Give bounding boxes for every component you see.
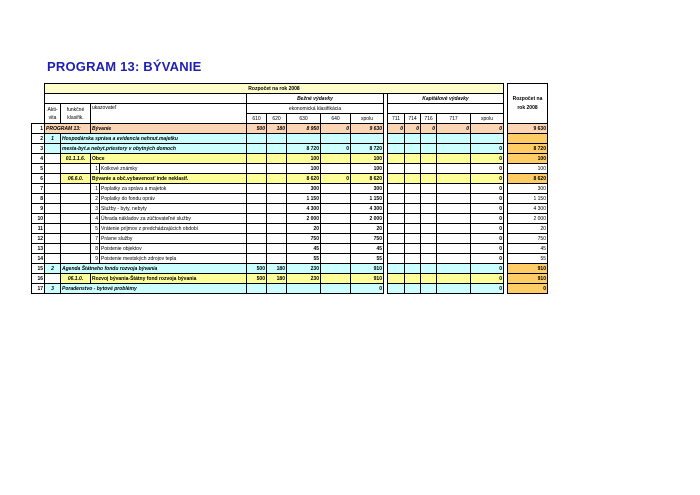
kapitalove-value [437, 154, 471, 164]
bezne-value [247, 144, 267, 154]
row-name: Rozvoj bývania-Štátny fond rozvoja bývania [91, 274, 247, 284]
kapitalove-value: 0 [471, 284, 504, 294]
table-row [32, 244, 548, 254]
kapitalove-value [437, 204, 471, 214]
row-name: mesta-byt.a nebyt.priestory v obytných domoch [61, 144, 247, 154]
row-name: Poistenie mestských zdrojov tepla [100, 254, 247, 264]
kapitalove-value [405, 134, 421, 144]
rozpocet-value: 9 630 [508, 124, 548, 134]
table-row [32, 224, 548, 234]
item-number: 7 [91, 234, 100, 244]
kapitalove-value: 0 [471, 184, 504, 194]
kapitalove-value [388, 264, 405, 274]
kapitalove-value [388, 214, 405, 224]
kapitalove-value [437, 254, 471, 264]
row-name: Poistenie objektov [100, 244, 247, 254]
bezne-value [351, 134, 384, 144]
bezne-value: 2 000 [287, 214, 321, 224]
row-number: 17 [32, 284, 45, 294]
kapitalove-value [421, 204, 437, 214]
bezne-value [267, 194, 287, 204]
item-number: 5 [91, 224, 100, 234]
bezne-value: 55 [351, 254, 384, 264]
kapitalove-value [405, 254, 421, 264]
table-row [32, 264, 548, 274]
kapitalove-value [388, 254, 405, 264]
table-row [32, 154, 548, 164]
row-number: 14 [32, 254, 45, 264]
bezne-value [247, 234, 267, 244]
bezne-value: 0 [321, 174, 351, 184]
activity-cell [45, 244, 61, 254]
bezne-value [247, 184, 267, 194]
bezne-value: 750 [287, 234, 321, 244]
kapitalove-value: 0 [471, 124, 504, 134]
rozpocet-value: 300 [508, 184, 548, 194]
kapitalove-value [405, 174, 421, 184]
bezne-value: 300 [351, 184, 384, 194]
rozpocet-value: 2 000 [508, 214, 548, 224]
activity-cell [45, 194, 61, 204]
activity-cell [45, 214, 61, 224]
kapitalove-value [388, 234, 405, 244]
kapitalove-value [421, 194, 437, 204]
table-row [32, 124, 548, 134]
kapitalove-value [437, 194, 471, 204]
bezne-value [321, 284, 351, 294]
kapitalove-value [421, 154, 437, 164]
bezne-value: 4 300 [287, 204, 321, 214]
table-row [32, 164, 548, 174]
bezne-value: 100 [351, 164, 384, 174]
kapitalove-value [405, 234, 421, 244]
bezne-value: 100 [287, 154, 321, 164]
bezne-value [267, 144, 287, 154]
kapitalove-value [405, 194, 421, 204]
bezne-value: 2 000 [351, 214, 384, 224]
kapitalove-value: 0 [471, 174, 504, 184]
bezne-value [267, 174, 287, 184]
kapitalove-value [437, 184, 471, 194]
bezne-value [247, 194, 267, 204]
kapitalove-value [437, 224, 471, 234]
col-610: 610 [247, 114, 267, 124]
bezne-value [247, 214, 267, 224]
activity-cell [45, 234, 61, 244]
funkcne-header: funkčné klasifik. [61, 104, 91, 124]
col-kap-spolu: spolu [471, 114, 504, 124]
row-name: Obce [91, 154, 247, 164]
table-row [32, 284, 548, 294]
aktivita-header: Akti- vita [45, 104, 61, 124]
col-716: 716 [421, 114, 437, 124]
bezne-value: 500 [247, 124, 267, 134]
bezne-value [321, 244, 351, 254]
table-row [32, 134, 548, 144]
rozpocet-value [508, 134, 548, 144]
row-number: 10 [32, 214, 45, 224]
kapitalove-vydavky-header: Kapitálové výdavky [388, 94, 504, 104]
row-number: 11 [32, 224, 45, 234]
kapitalove-value: 0 [405, 124, 421, 134]
kapitalove-value: 0 [471, 254, 504, 264]
row-number: 9 [32, 204, 45, 214]
row-number: 5 [32, 164, 45, 174]
table-row [32, 174, 548, 184]
row-name: Agenda Štátneho fondu rozvoja bývania [61, 264, 247, 274]
item-number: 9 [91, 254, 100, 264]
kapitalove-value [405, 164, 421, 174]
bezne-value: 0 [321, 144, 351, 154]
bezne-value [267, 224, 287, 234]
rozpocet-value: 910 [508, 264, 548, 274]
activity-number: 2 [45, 264, 61, 274]
activity-cell [45, 164, 61, 174]
kapitalove-value [437, 264, 471, 274]
activity-cell [45, 274, 61, 284]
bezne-value: 180 [267, 274, 287, 284]
row-number: 15 [32, 264, 45, 274]
function-cell [61, 224, 91, 234]
bezne-value: 4 300 [351, 204, 384, 214]
bezne-value: 1 150 [287, 194, 321, 204]
table-row [32, 254, 548, 264]
bezne-value [267, 254, 287, 264]
bezne-value: 45 [287, 244, 321, 254]
kapitalove-value: 0 [437, 124, 471, 134]
kapitalove-value: 0 [471, 164, 504, 174]
kapitalove-value [405, 184, 421, 194]
kapitalove-value [421, 264, 437, 274]
activity-cell [45, 254, 61, 264]
bezne-value [321, 134, 351, 144]
bezne-vydavky-header: Bežné výdavky [247, 94, 384, 104]
row-number: 12 [32, 234, 45, 244]
function-cell [61, 254, 91, 264]
col-711: 711 [388, 114, 405, 124]
kapitalove-value [388, 174, 405, 184]
bezne-value: 8 720 [351, 144, 384, 154]
rozpocet-value: 100 [508, 164, 548, 174]
item-number: 2 [91, 194, 100, 204]
bezne-value: 180 [267, 264, 287, 274]
bezne-value [321, 164, 351, 174]
kapitalove-value [405, 204, 421, 214]
row-name: Právne služby [100, 234, 247, 244]
bezne-value [321, 154, 351, 164]
function-code: 06.1.0. [61, 274, 91, 284]
bezne-value: 9 630 [351, 124, 384, 134]
bezne-value [267, 204, 287, 214]
function-cell [61, 184, 91, 194]
bezne-value [247, 174, 267, 184]
function-code: 06.6.0. [61, 174, 91, 184]
activity-cell [45, 224, 61, 234]
kapitalove-value [388, 154, 405, 164]
row-name: Bývanie [91, 124, 247, 134]
kapitalove-value [421, 184, 437, 194]
ukazovatel-header: ukazovateľ [91, 104, 247, 124]
row-name: Služby - byty, nebyty [100, 204, 247, 214]
activity-cell [45, 204, 61, 214]
table-row [32, 194, 548, 204]
bezne-value [267, 214, 287, 224]
bezne-value: 500 [247, 264, 267, 274]
rozpocet-value: 45 [508, 244, 548, 254]
bezne-value: 100 [287, 164, 321, 174]
col-640: 640 [321, 114, 351, 124]
function-cell [61, 214, 91, 224]
kapitalove-value: 0 [471, 214, 504, 224]
rozpocet-title: Rozpočet na rok 2008 [45, 84, 504, 94]
bezne-value [247, 164, 267, 174]
budget-table [31, 83, 548, 294]
rozpocet-value: 100 [508, 154, 548, 164]
row-name: Kolkové známky [100, 164, 247, 174]
kapitalove-value [388, 274, 405, 284]
bezne-value: 20 [351, 224, 384, 234]
bezne-value [267, 244, 287, 254]
row-name: Hospodárska správa a evidencia nehnut.majetku [61, 134, 247, 144]
table-row [32, 184, 548, 194]
kapitalove-value [471, 134, 504, 144]
row-name: Vrátenie príjmov z predchádzajúcich období [100, 224, 247, 234]
rozpocet-value: 750 [508, 234, 548, 244]
kapitalove-value [405, 224, 421, 234]
item-number: 3 [91, 204, 100, 214]
page-title: PROGRAM 13: BÝVANIE [47, 59, 202, 74]
kapitalove-value [388, 224, 405, 234]
table-row [32, 204, 548, 214]
kapitalove-value [421, 284, 437, 294]
kapitalove-value [421, 224, 437, 234]
kapitalove-value [437, 244, 471, 254]
kapitalove-value [437, 144, 471, 154]
bezne-value [321, 194, 351, 204]
function-cell [61, 164, 91, 174]
bezne-value [267, 284, 287, 294]
function-cell [61, 194, 91, 204]
rozpocet-value: 4 300 [508, 204, 548, 214]
rozpocet-value: 1 150 [508, 194, 548, 204]
kapitalove-value [437, 174, 471, 184]
bezne-value: 0 [321, 124, 351, 134]
rozpocet-column-header: Rozpočet na rok 2008 [508, 84, 548, 124]
bezne-value [247, 134, 267, 144]
kapitalove-value: 0 [471, 144, 504, 154]
kapitalove-value [421, 144, 437, 154]
kapitalove-value [388, 184, 405, 194]
col-620: 620 [267, 114, 287, 124]
kapitalove-value [405, 244, 421, 254]
kapitalove-value [437, 164, 471, 174]
col-bezne-spolu: spolu [351, 114, 384, 124]
rozpocet-value: 8 620 [508, 174, 548, 184]
table-row [32, 274, 548, 284]
row-name: Poplatky do fondu opráv [100, 194, 247, 204]
bezne-value: 8 620 [351, 174, 384, 184]
row-number: 13 [32, 244, 45, 254]
kapitalove-value [405, 274, 421, 284]
bezne-value [267, 164, 287, 174]
ekonomicka-header: ekonomická klasifikácia [247, 104, 384, 114]
kapitalove-value: 0 [471, 194, 504, 204]
kapitalove-value [405, 264, 421, 274]
kapitalove-value [405, 154, 421, 164]
bezne-value [287, 284, 321, 294]
table-row [32, 214, 548, 224]
bezne-value: 230 [287, 274, 321, 284]
row-number: 6 [32, 174, 45, 184]
rozpocet-value: 0 [508, 284, 548, 294]
row-number: 7 [32, 184, 45, 194]
row-number: 2 [32, 134, 45, 144]
table-row [32, 234, 548, 244]
function-cell [61, 234, 91, 244]
kapitalove-value [388, 134, 405, 144]
bezne-value [247, 284, 267, 294]
bezne-value: 8 720 [287, 144, 321, 154]
row-name: Bývanie a obč.vybavenosť inde neklasif. [91, 174, 247, 184]
activity-cell [45, 174, 61, 184]
function-code: 01.1.1.6. [61, 154, 91, 164]
bezne-value [267, 154, 287, 164]
bezne-value: 910 [351, 264, 384, 274]
col-717: 717 [437, 114, 471, 124]
bezne-value [267, 234, 287, 244]
bezne-value [247, 254, 267, 264]
rozpocet-value: 55 [508, 254, 548, 264]
program-label: PROGRAM 13: [45, 124, 91, 134]
kapitalove-value [421, 164, 437, 174]
kapitalove-value [405, 144, 421, 154]
activity-number: 1 [45, 134, 61, 144]
kapitalove-value: 0 [471, 204, 504, 214]
bezne-value: 910 [351, 274, 384, 284]
bezne-value: 300 [287, 184, 321, 194]
kapitalove-value [437, 214, 471, 224]
row-number: 3 [32, 144, 45, 154]
bezne-value: 20 [287, 224, 321, 234]
kapitalove-value [388, 144, 405, 154]
kapitalove-value [388, 164, 405, 174]
kapitalove-value [421, 274, 437, 284]
kapitalove-value [437, 234, 471, 244]
bezne-value [321, 274, 351, 284]
row-number: 8 [32, 194, 45, 204]
bezne-value [321, 224, 351, 234]
kapitalove-value [388, 194, 405, 204]
bezne-value: 230 [287, 264, 321, 274]
rozpocet-value: 20 [508, 224, 548, 234]
row-name: Poradenstvo - bytové problémy [61, 284, 247, 294]
bezne-value [287, 134, 321, 144]
kapitalove-value [421, 134, 437, 144]
col-630: 630 [287, 114, 321, 124]
kapitalove-value [437, 274, 471, 284]
item-number: 1 [91, 164, 100, 174]
bezne-value: 500 [247, 274, 267, 284]
kapitalove-value [421, 174, 437, 184]
kapitalove-value [388, 284, 405, 294]
activity-number: 3 [45, 284, 61, 294]
bezne-value: 55 [287, 254, 321, 264]
row-name: Poplatky za správu a majetok [100, 184, 247, 194]
bezne-value: 1 150 [351, 194, 384, 204]
bezne-value: 180 [267, 124, 287, 134]
kapitalove-value [421, 214, 437, 224]
kapitalove-value [388, 204, 405, 214]
bezne-value: 100 [351, 154, 384, 164]
kapitalove-value: 0 [471, 244, 504, 254]
kapitalove-value: 0 [471, 264, 504, 274]
activity-number [45, 144, 61, 154]
rozpocet-value: 8 720 [508, 144, 548, 154]
kapitalove-value [405, 214, 421, 224]
bezne-value: 0 [351, 284, 384, 294]
col-714: 714 [405, 114, 421, 124]
kapitalove-value: 0 [471, 154, 504, 164]
bezne-value [267, 184, 287, 194]
bezne-value: 45 [351, 244, 384, 254]
bezne-value [247, 224, 267, 234]
kapitalove-value [421, 244, 437, 254]
kapitalove-value [437, 134, 471, 144]
row-number: 1 [32, 124, 45, 134]
rozpocet-value: 910 [508, 274, 548, 284]
bezne-value [321, 234, 351, 244]
kapitalove-value: 0 [471, 274, 504, 284]
bezne-value [321, 214, 351, 224]
item-number: 8 [91, 244, 100, 254]
item-number: 4 [91, 214, 100, 224]
kapitalove-value [388, 244, 405, 254]
kapitalove-value [421, 254, 437, 264]
function-cell [61, 204, 91, 214]
bezne-value: 750 [351, 234, 384, 244]
table-row [32, 144, 548, 154]
row-number: 16 [32, 274, 45, 284]
kapitalove-value: 0 [471, 234, 504, 244]
kapitalove-value: 0 [471, 224, 504, 234]
kapitalove-value [405, 284, 421, 294]
bezne-value [247, 244, 267, 254]
bezne-value: 8 620 [287, 174, 321, 184]
bezne-value [321, 184, 351, 194]
row-name: Úhrada nákladov za zúčtovateľné služby [100, 214, 247, 224]
activity-cell [45, 184, 61, 194]
bezne-value [247, 204, 267, 214]
row-number: 4 [32, 154, 45, 164]
kapitalove-value [437, 284, 471, 294]
item-number: 1 [91, 184, 100, 194]
kapitalove-value: 0 [388, 124, 405, 134]
bezne-value [321, 254, 351, 264]
bezne-value [267, 134, 287, 144]
bezne-value [247, 154, 267, 164]
bezne-value [321, 204, 351, 214]
bezne-value: 8 950 [287, 124, 321, 134]
kapitalove-value: 0 [421, 124, 437, 134]
function-cell [61, 244, 91, 254]
activity-cell [45, 154, 61, 164]
bezne-value [321, 264, 351, 274]
kapitalove-value [421, 234, 437, 244]
